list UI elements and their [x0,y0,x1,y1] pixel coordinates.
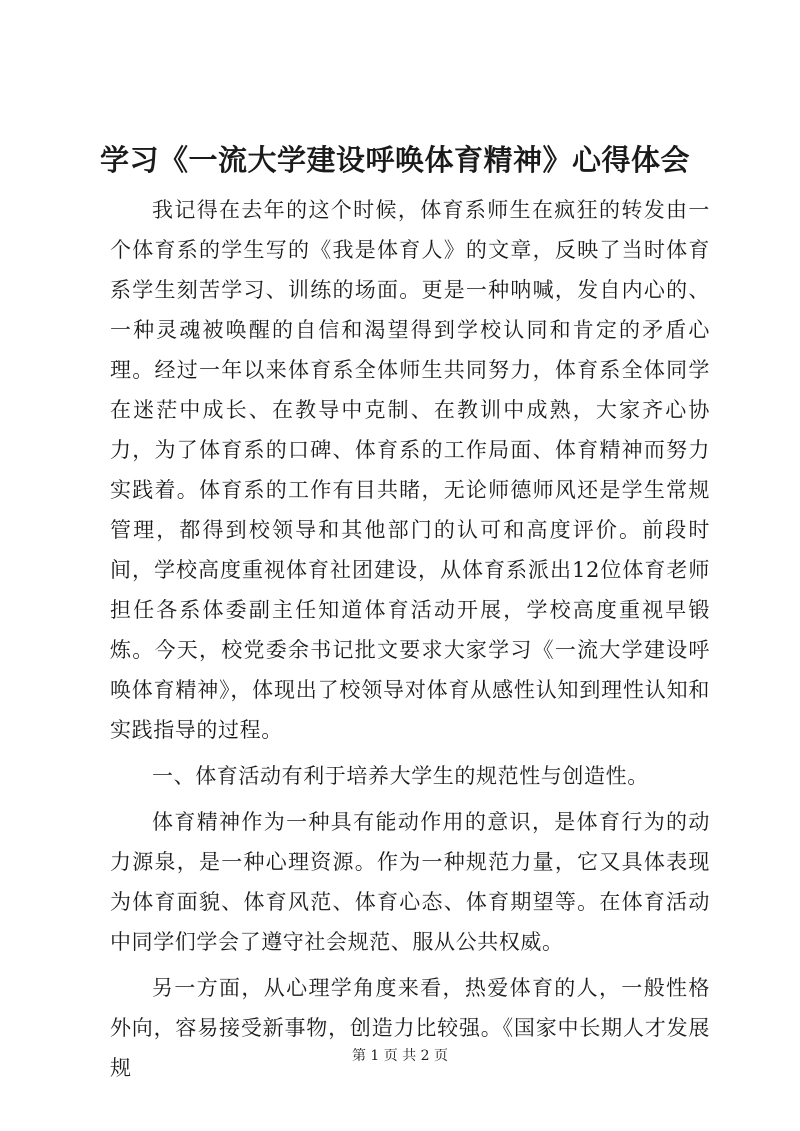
document-body [110,190,710,1094]
section-heading-1: 一、体育活动有利于培养大学生的规范性与创造性。 [152,764,649,788]
paragraph-intro: 我记得在去年的这个时候，体育系师生在疯狂的转发由一个体育系的学生写的《我是体育人》的文章，反映了当时体育系学生刻苦学习、训练的场面。更是一种呐喊，发自内心的、一种灵魂被唤醒的自信和渴望得到学校认同和肯定的矛盾心理。经过一年以来体育系全体师生共同努力，体育系全体同学在迷茫中成长、在教导中克制、在教训中成熟，大家齐心协力，为了体育系的口碑、体育系的工作局面、体育精神而努力实践着。体育系的工作有目共睹，无论师德师风还是学生常规管理，都得到校领导和其他部门的认可和高度评价。前段时间，学校高度重视体育社团建设，从体育系派出12位体育老师担任各系体委副主任知道体育活动开展，学校高度重视早锻炼。今天，校党委余书记批文要求大家学习《一流大学建设呼唤体育精神》，体现出了校领导对体育从感性认知到理性认知和实践指导的过程。 [110,198,710,742]
document-title: 学习《一流大学建设呼唤体育精神》心得体会 [100,143,691,177]
paragraph-psychology: 另一方面，从心理学角度来看，热爱体育的人，一般性格外向，容易接受新事物，创造力比较强。《国家中长期人才发展规 [110,976,710,1080]
page-footer: 第 1 页 共 2 页 [351,1048,449,1064]
paragraph-sports-spirit: 体育精神作为一种具有能动作用的意识，是体育行为的动力源泉，是一种心理资源。作为一种规范力量，它又具体表现为体育面貌、体育风范、体育心态、体育期望等。在体育活动中同学们学会了遵守社会规范、服从公共权威。 [110,810,710,954]
